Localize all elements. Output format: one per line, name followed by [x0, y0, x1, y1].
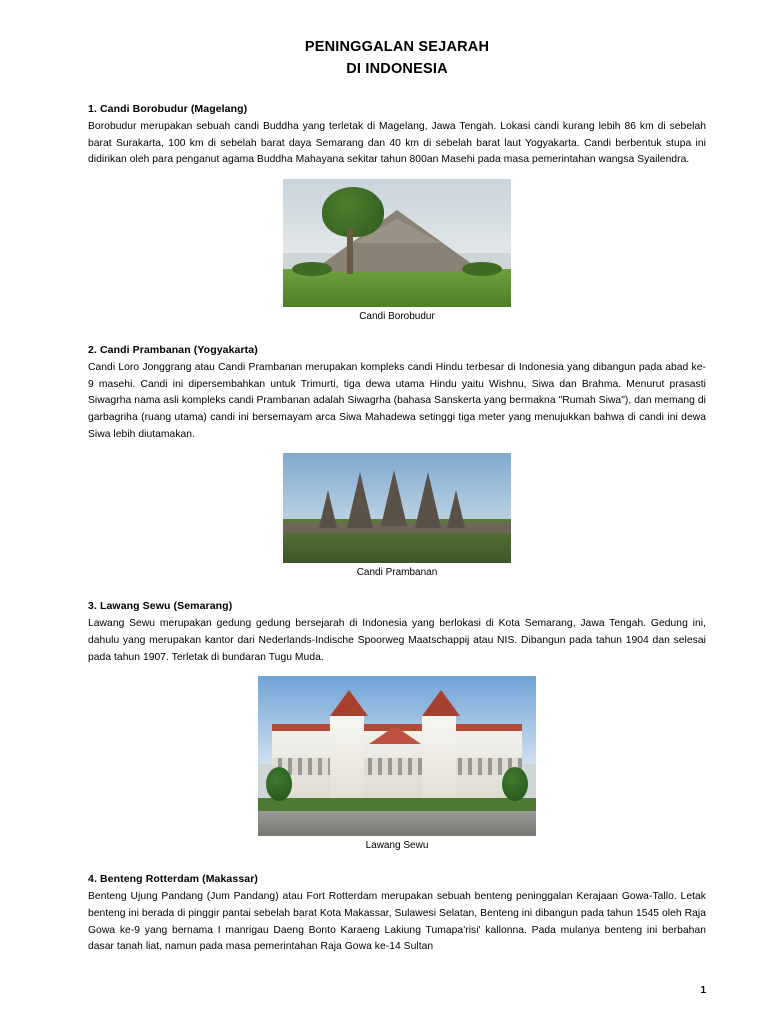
page-title-line-2: DI INDONESIA — [346, 61, 448, 78]
road — [258, 811, 536, 837]
lawang-sewu-photo — [258, 676, 536, 836]
window-row — [272, 758, 522, 775]
section-body: Lawang Sewu merupakan gedung gedung bersejarah di Indonesia yang berlokasi di Kota Semarang, Jawa Tengah. Gedung ini, dahulu yang merupakan kantor dari Nederlands-Indische Spoorweg Maatschappij atau NIS. Dibangun pada tahun 1904 dan selesai pada tahun 1907. Terletak di bundaran Tugu Muda. — [88, 618, 706, 663]
figure-caption: Lawang Sewu — [365, 840, 429, 852]
temple-spire — [319, 490, 337, 528]
page-title — [88, 36, 706, 81]
tree — [502, 767, 528, 801]
section-candi-borobudur — [88, 103, 706, 322]
section-heading: 4. Benteng Rotterdam (Makassar) — [88, 873, 258, 886]
temple-spire — [347, 472, 373, 528]
left-tower — [330, 716, 364, 798]
borobudur-photo — [283, 179, 511, 307]
section-candi-prambanan — [88, 344, 706, 578]
figure-candi-borobudur — [88, 179, 706, 322]
temple-spire — [415, 472, 441, 528]
right-dome — [422, 690, 460, 716]
prambanan-photo — [283, 453, 511, 563]
tree-trunk — [347, 228, 353, 274]
figure-candi-prambanan — [88, 453, 706, 578]
right-tower — [422, 716, 456, 798]
temple-spire — [447, 490, 465, 528]
page-number: 1 — [700, 985, 706, 996]
figure-caption: Candi Prambanan — [356, 567, 438, 579]
page-title-line-1: PENINGGALAN SEJARAH — [304, 39, 490, 55]
section-body: Borobudur merupakan sebuah candi Buddha yang terletak di Magelang, Jawa Tengah. Lokasi candi kurang lebih 86 km di sebelah barat Surakarta, 100 km di sebelah barat daya Semarang dan 40 km di sebelah barat laut Yogyakarta. Candi berbentuk stupa ini didirikan oleh para penganut agama Buddha Mahayana sekitar tahun 800an Masehi pada masa pemerintahan wangsa Syailendra. — [88, 120, 706, 166]
lawn — [258, 798, 536, 811]
section-body: Candi Loro Jonggrang atau Candi Prambanan merupakan kompleks candi Hindu terbesar di Indonesia yang dibangun pada abad ke-9 masehi. Candi ini dipersembahkan untuk Trimurti, tiga dewa utama Hindu yaitu Wishnu, Siwa dan Brahma. Menurut prasasti Siwagrha nama asli kompleks candi Prambanan adalah Siwagrha (bahasa Sanskerta yang bermakna "Rumah Siwa"), dan memang di garbagriha (ruang utama) candi ini bersemayam arca Siwa Mahadewa setinggi tiga meter yang menujukkan bahwa di candi ini dewa Siwa lebih diutamakan. — [88, 361, 706, 440]
figure-caption: Candi Borobudur — [359, 310, 435, 322]
section-body: Benteng Ujung Pandang (Jum Pandang) atau Fort Rotterdam merupakan sebuah benteng peninggalan Kerajaan Gowa-Tallo. Letak benteng ini berada di pinggir pantai sebelah barat Kota Makassar, Sulawesi Selatan, Benteng ini dibangun pada tahun 1545 oleh Raja Gowa ke-9 yang bernama I manrigau Daeng Bonto Karaeng Lakiung Tumapa'risi' kallonna. Pada mulanya benteng ini berbahan dasar tanah liat, namun pada masa pemerintahan Raja Gowa ke-14 Sultan — [88, 891, 706, 953]
section-heading: 3. Lawang Sewu (Semarang) — [88, 600, 233, 613]
left-dome — [330, 690, 368, 716]
figure-lawang-sewu — [88, 676, 706, 851]
section-benteng-rotterdam — [88, 873, 706, 956]
roof-pediment — [369, 726, 421, 744]
section-heading: 1. Candi Borobudur (Magelang) — [88, 102, 248, 115]
section-lawang-sewu — [88, 600, 706, 851]
section-heading: 2. Candi Prambanan (Yogyakarta) — [88, 343, 258, 356]
temple-spire — [381, 470, 407, 526]
